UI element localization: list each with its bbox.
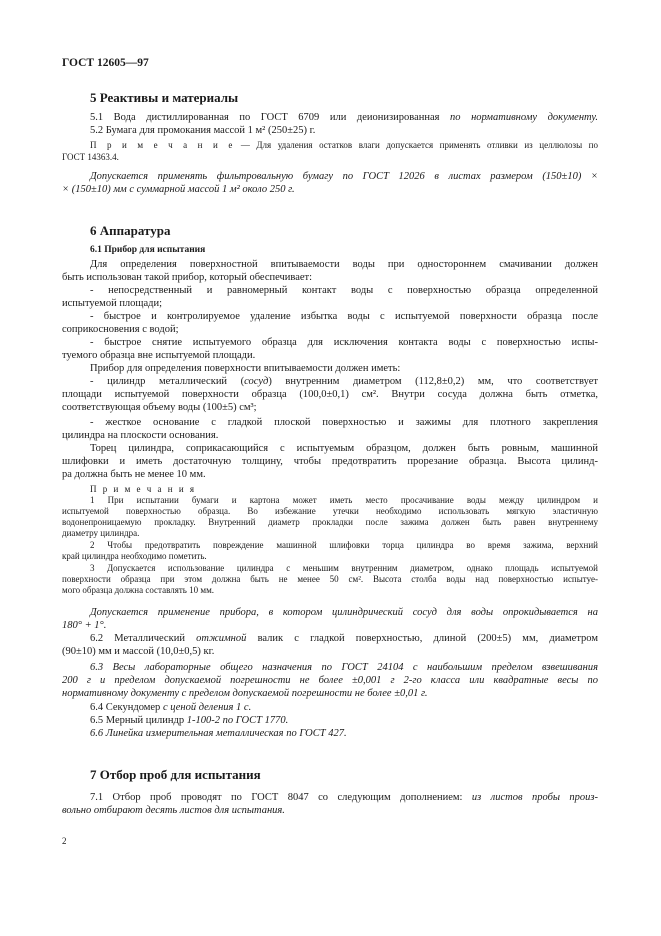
text-line: площади испытуемой поверхности образца (100,0±0,1) см². Внутри сосуда должна быть отметка, bbox=[62, 389, 598, 400]
text-line: ра должна быть не менее 10 мм. bbox=[62, 469, 206, 480]
section-7-title: 7 Отбор проб для испытания bbox=[90, 767, 261, 782]
paragraph-6-6: 6.6 Линейка измерительная металлическая по ГОСТ 427. bbox=[90, 728, 347, 739]
text-line: цилиндра на плоскости основания. bbox=[62, 430, 219, 441]
paragraph-5-2: 5.2 Бумага для промокания массой 1 м² (250±25) г. bbox=[90, 125, 316, 136]
note-5: П р и м е ч а н и е — Для удаления остатков влаги допускается применять отливки из целлюлозы по bbox=[90, 140, 598, 150]
paragraph-5-1: 5.1 Вода дистиллированная по ГОСТ 6709 или деионизированная по нормативному документу. bbox=[90, 112, 598, 123]
italic-6-2: 180° + 1°. bbox=[62, 620, 107, 631]
text-line: - быстрое и контролируемое удаление избытка воды с испытуемой поверхности образца после bbox=[90, 311, 598, 322]
section-5-title: 5 Реактивы и материалы bbox=[90, 90, 239, 105]
text-line: - быстрое снятие испытуемого образца для исключения контакта воды с поверхностью испы- bbox=[90, 337, 598, 348]
note-line: 3 Допускается использование цилиндра с меньшим внутренним диаметром, однако площадь испытуемой bbox=[90, 563, 598, 573]
note-line: поверхности образца при этом должна быть не менее 50 см². Высота столба воды над поверхностью испытуе- bbox=[62, 574, 598, 584]
text-line: Прибор для определения поверхности впитываемости должен иметь: bbox=[90, 363, 401, 374]
section-6-title: 6 Аппаратура bbox=[90, 223, 171, 238]
text-line: туемого образца вне испытуемой площади. bbox=[62, 350, 256, 361]
text-line: испытуемой площади; bbox=[62, 298, 163, 309]
text-line: - цилиндр металлический (сосуд) внутренним диаметром (112,8±0,2) мм, что соответствует bbox=[90, 376, 598, 387]
note-line: водонепроницаемую прокладку. Внутренний диаметр прокладки после зажима должен быть равен внутреннему bbox=[62, 517, 598, 527]
note-line: 1 При испытании бумаги и картона может иметь место просачивание воды между цилиндром и bbox=[90, 495, 598, 505]
note-line: испытуемой поверхностью образца. Во избежание утечки необходимо использовать мягкую эластичную bbox=[62, 506, 598, 516]
italic-6-1: Допускается применение прибора, в котором цилиндрический сосуд для воды опрокидывается на bbox=[90, 607, 598, 618]
text-line: соприкосновения с водой; bbox=[62, 324, 179, 335]
notes-label: П р и м е ч а н и я bbox=[90, 484, 197, 494]
document-header: ГОСТ 12605—97 bbox=[62, 57, 149, 69]
paragraph-7-1-cont: вольно отбирают десять листов для испытания. bbox=[62, 805, 285, 816]
text-line: шлифовки и иметь достаточную толщину, чтобы предотвратить прорезание образца. Высота цилинд- bbox=[62, 456, 598, 467]
note-5-cont: ГОСТ 14363.4. bbox=[62, 152, 119, 162]
text-line: соответствующая объему воды (100±5) см³; bbox=[62, 402, 257, 413]
paragraph-6-4: 6.4 Секундомер с ценой деления 1 с. bbox=[90, 702, 252, 713]
text-line: быть использован такой прибор, который обеспечивает: bbox=[62, 272, 313, 283]
italic-5-1: Допускается применять фильтровальную бумагу по ГОСТ 12026 в листах размером (150±10) × bbox=[90, 171, 598, 182]
note-line: край цилиндра необходимо пометить. bbox=[62, 551, 207, 561]
paragraph-6-5: 6.5 Мерный цилиндр 1-100-2 по ГОСТ 1770. bbox=[90, 715, 289, 726]
paragraph-6-3-cont: 200 г и пределом допускаемой погрешности не более ±0,001 г 2-го класса или квадратные весы по bbox=[62, 675, 598, 686]
paragraph-6-2: 6.2 Металлический отжимной валик с гладкой поверхностью, длиной (200±5) мм, диаметром bbox=[90, 633, 598, 644]
text-line: Для определения поверхностной впитываемости воды при одностороннем смачивании должен bbox=[90, 259, 598, 270]
subsection-6-1: 6.1 Прибор для испытания bbox=[90, 245, 206, 255]
paragraph-6-3: 6.3 Весы лабораторные общего назначения по ГОСТ 24104 с наибольшим пределом взвешивания bbox=[90, 662, 598, 673]
paragraph-6-3-cont: нормативному документу с пределом допускаемой погрешности не более ±0,01 г. bbox=[62, 688, 428, 699]
text-line: Торец цилиндра, соприкасающийся с испытуемым образцом, должен быть ровным, машинной bbox=[90, 443, 598, 454]
italic-5-2: × (150±10) мм с суммарной массой 1 м² около 250 г. bbox=[62, 184, 295, 195]
text-line: - непосредственный и равномерный контакт воды с поверхностью образца определенной bbox=[90, 285, 598, 296]
note-line: 2 Чтобы предотвратить повреждение машинной шлифовки торца цилиндра во время зажима, верхний bbox=[90, 540, 598, 550]
paragraph-7-1: 7.1 Отбор проб проводят по ГОСТ 8047 со следующим дополнением: из листов пробы произ- bbox=[90, 792, 598, 803]
text-line: - жесткое основание с гладкой плоской поверхностью и зажимы для плотного закрепления bbox=[90, 417, 598, 428]
page-number: 2 bbox=[62, 836, 67, 846]
note-line: мого образца должна составлять 10 мм. bbox=[62, 585, 215, 595]
note-line: диаметру цилиндра. bbox=[62, 528, 140, 538]
paragraph-6-2-cont: (90±10) мм и массой (10,0±0,5) кг. bbox=[62, 646, 215, 657]
